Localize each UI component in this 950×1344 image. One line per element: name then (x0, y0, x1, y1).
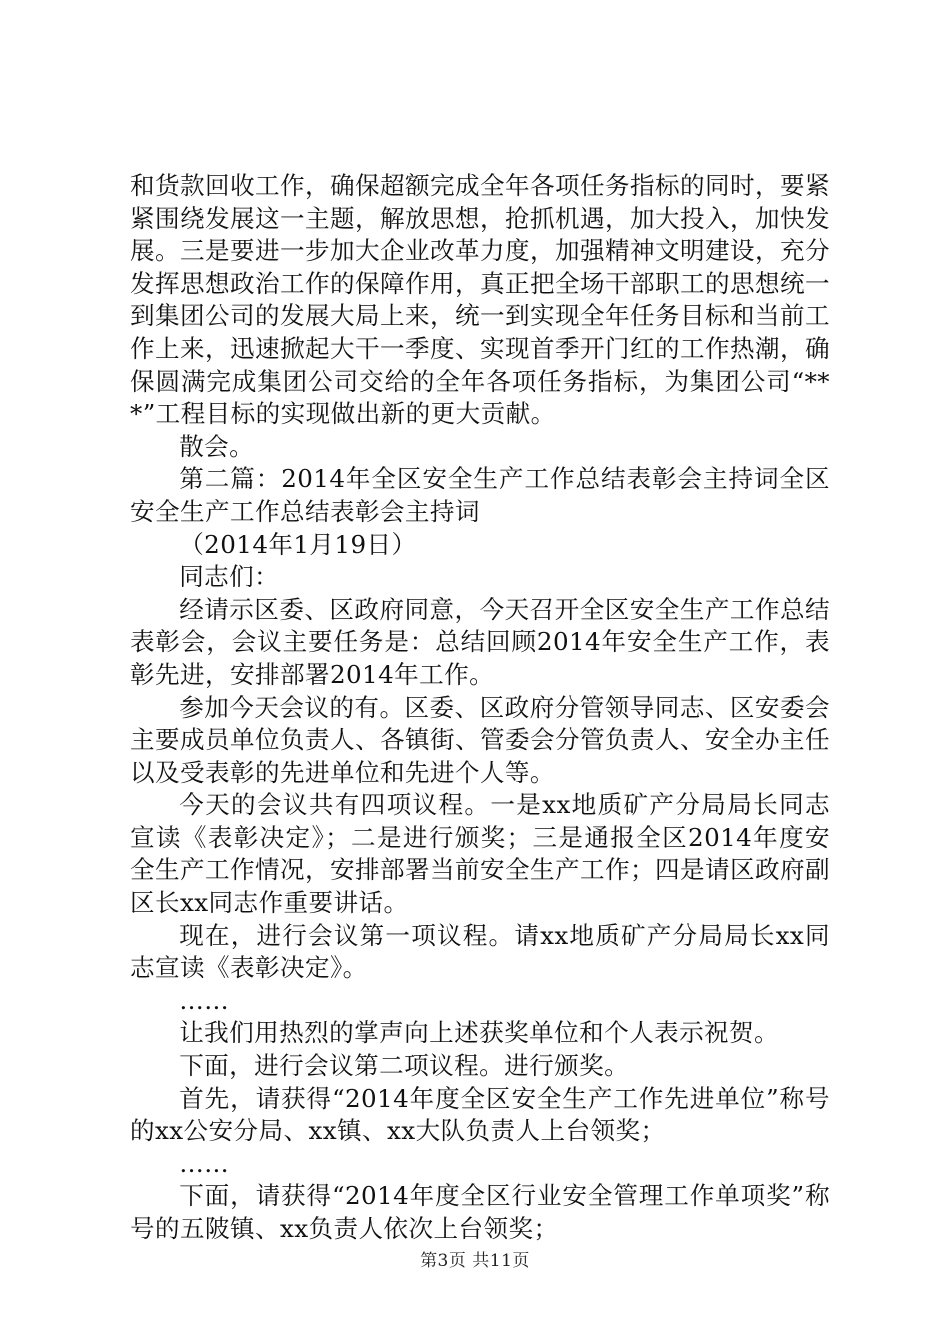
paragraph-agenda-item-2: 下面，进行会议第二项议程。进行颁奖。 (179, 1051, 630, 1081)
ellipsis-line: …… (179, 985, 230, 1015)
paragraph-award-units: 首先，请获得“2014年度全区安全生产工作先进单位”称号的xx公安分局、xx镇、xx大队负责人上台领奖； (130, 1083, 830, 1146)
paragraph-agenda-item-1: 现在，进行会议第一项议程。请xx地质矿产分局局长xx同志宣读《表彰决定》。 (130, 920, 830, 983)
paragraph-continuation: 和货款回收工作，确保超额完成全年各项任务指标的同时，要紧紧围绕发展这一主题，解放思想，抢抓机遇，加大投入，加快发展。三是要进一步加大企业改革力度，加强精神文明建设，充分发挥思想政治工作的保障作用，真正把全场干部职工的思想统一到集团公司的发展大局上来，统一到实现全年任务目标和当前工作上来，迅速掀起大干一季度、实现首季开门红的工作热潮，确保圆满完成集团公司交给的全年各项任务指标，为集团公司“***”工程目标的实现做出新的更大贡献。 (130, 171, 830, 429)
date-line: （2014年1月19日） (179, 529, 417, 559)
document-body (130, 170, 830, 1246)
paragraph-attendees: 参加今天会议的有。区委、区政府分管领导同志、区安委会主要成员单位负责人、各镇街、管委会分管负责人、安全办主任以及受表彰的先进单位和先进个人等。 (130, 692, 830, 787)
ellipsis-line: …… (179, 1148, 230, 1178)
paragraph-applause: 让我们用热烈的掌声向上述获奖单位和个人表示祝贺。 (179, 1018, 780, 1048)
paragraph-agenda: 今天的会议共有四项议程。一是xx地质矿产分局局长同志宣读《表彰决定》；二是进行颁奖；三是通报全区2014年度安全生产工作情况，安排部署当前安全生产工作；四是请区政府副区长xx同志作重要讲话。 (130, 790, 830, 918)
paragraph-opening: 经请示区委、区政府同意，今天召开全区安全生产工作总结表彰会，会议主要任务是：总结回顾2014年安全生产工作，表彰先进，安排部署2014年工作。 (130, 594, 830, 689)
paragraph-award-single: 下面，请获得“2014年度全区行业安全管理工作单项奖”称号的五陂镇、xx负责人依次上台领奖； (130, 1181, 830, 1243)
section-heading: 第二篇：2014年全区安全生产工作总结表彰会主持词全区安全生产工作总结表彰会主持词 (130, 464, 830, 526)
page-footer: 第3页 共11页 (420, 1251, 530, 1271)
paragraph-adjourn: 散会。 (179, 431, 255, 461)
salutation: 同志们： (179, 562, 280, 592)
